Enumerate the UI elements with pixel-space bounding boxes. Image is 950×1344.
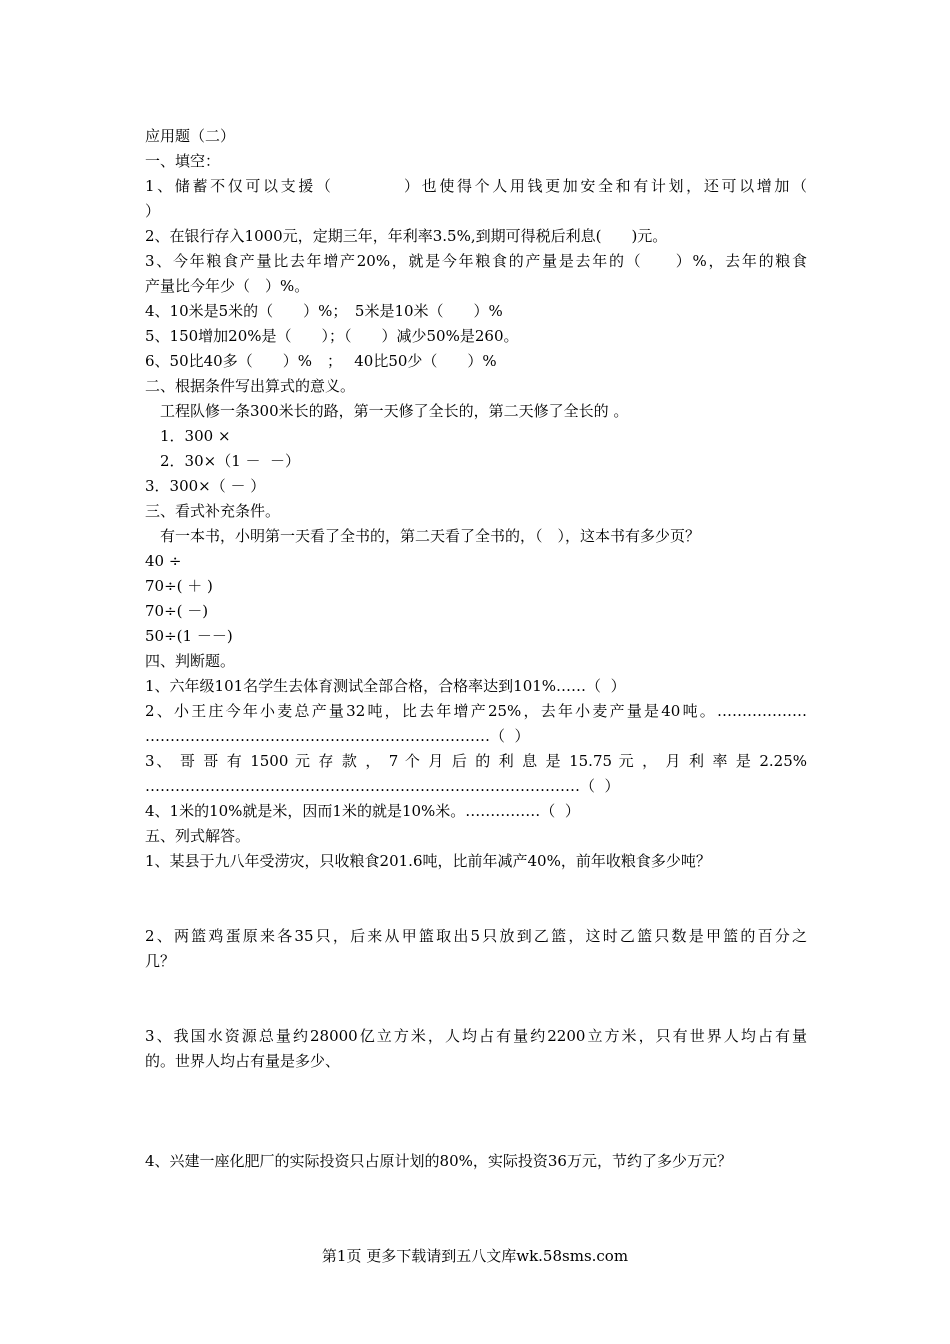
problem-3-line-1: 3、我国水资源总量约28000亿立方米，人均占有量约2200立方米，只有世界人均占有量 [145,1027,807,1045]
formula-3: 70÷( －) [145,602,209,620]
judgement-3-line-1: 3、 哥 哥 有 1500 元 存 款 ， 7 个 月 后 的 利 息 是 15.75 元 ， 月 利 率 是 2.25% [145,752,807,770]
judgement-4: 4、1米的10%就是米，因而1米的就是10%米。……………（ ） [145,802,580,820]
expression-1: 1．300 × [145,427,231,445]
formula-1: 40 ÷ [145,552,182,570]
question-5: 5、150增加20%是（ ）；（ ）减少50%是260。 [145,327,519,345]
problem-2-line-2: 几？ [145,952,176,970]
section-3-heading: 三、看式补充条件。 [145,502,281,520]
question-1-line-1: 1、储蓄不仅可以支援（ ）也使得个人用钱更加安全和有计划，还可以增加（ [145,177,807,195]
formula-2: 70÷( ＋ ) [145,577,213,595]
judgement-3-line-2: ……………………………………………………………………………（ ） [145,777,620,795]
problem-1: 1、某县于九八年受涝灾，只收粮食201.6吨，比前年减产40%，前年收粮食多少吨？ [145,852,711,870]
problem-2-line-1: 2、两篮鸡蛋原来各35只，后来从甲篮取出5只放到乙篮，这时乙篮只数是甲篮的百分之 [145,927,807,945]
section-4-heading: 四、判断题。 [145,652,236,670]
problem-3-line-2: 的。世界人均占有量是多少、 [145,1052,341,1070]
section-1-heading: 一、填空： [145,152,221,170]
formula-4: 50÷(1 －－) [145,627,233,645]
judgement-2-line-1: 2、小王庄今年小麦总产量32吨，比去年增产25%，去年小麦产量是40吨。……………… [145,702,807,720]
question-4: 4、10米是5米的（ ）%； 5米是10米（ ）% [145,302,503,320]
judgement-1: 1、六年级101名学生去体育测试全部合格，合格率达到101%……（ ） [145,677,626,695]
question-2: 2、在银行存入1000元，定期三年，年利率3.5%,到期可得税后利息( )元。 [145,227,668,245]
problem-4: 4、兴建一座化肥厂的实际投资只占原计划的80%，实际投资36万元，节约了多少万元？ [145,1152,732,1170]
section-2-intro: 工程队修一条300米长的路，第一天修了全长的，第二天修了全长的 。 [145,402,629,420]
page-title: 应用题（二） [145,127,236,145]
question-6: 6、50比40多（ ）% ； 40比50少（ ）% [145,352,497,370]
expression-2: 2．30×（1 － －） [145,452,301,470]
page-footer: 第1页 更多下载请到五八文库wk.58sms.com [321,1247,629,1265]
section-3-intro: 有一本书，小明第一天看了全书的，第二天看了全书的，（ ），这本书有多少页？ [145,527,701,545]
question-1-line-2: ） [145,202,161,220]
judgement-2-line-2: ……………………………………………………………（ ） [145,727,530,745]
section-2-heading: 二、根据条件写出算式的意义。 [145,377,356,395]
expression-3: 3．300×（ － ） [145,477,266,495]
section-5-heading: 五、列式解答。 [145,827,251,845]
question-3-line-1: 3、今年粮食产量比去年增产20%，就是今年粮食的产量是去年的（ ）%，去年的粮食 [145,252,807,270]
question-3-line-2: 产量比今年少（ ）%。 [145,277,310,295]
